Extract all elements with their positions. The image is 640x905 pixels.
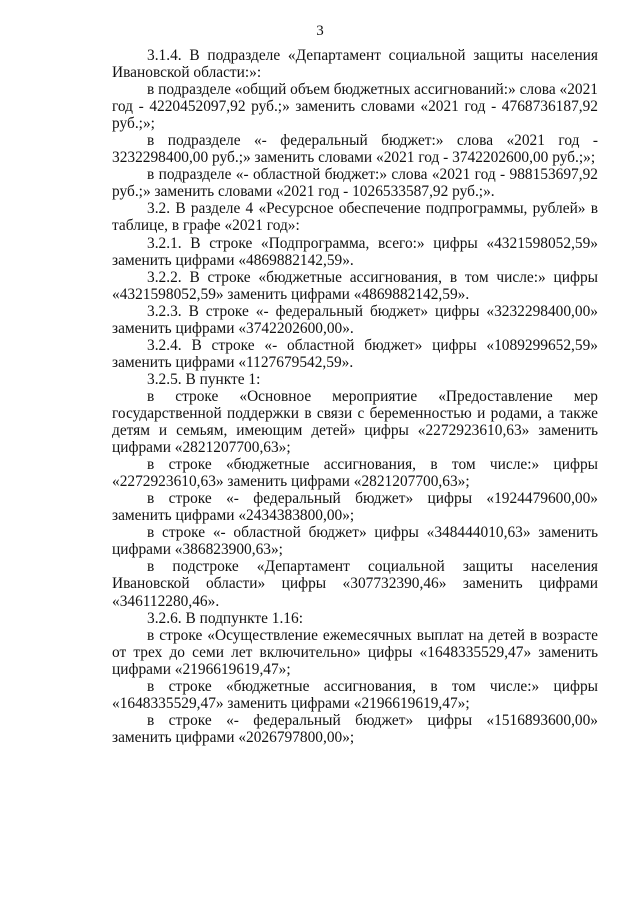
paragraph-3-2-2: 3.2.2. В строке «бюджетные ассигнования, в том числе:» цифры «4321598052,59» заменить цифрами «4869882142,59». (112, 268, 598, 303)
page-number: 3 (316, 23, 324, 39)
paragraph-federal-budget-row: в строке «- федеральный бюджет» цифры «1924479600,00» заменить цифрами «2434383800,00»; (112, 490, 598, 525)
paragraph-3-2-4: 3.2.4. В строке «- областной бюджет» цифры «1089299652,59» заменить цифрами «1127679542,59». (112, 336, 598, 371)
paragraph-3-1-4: 3.1.4. В подразделе «Департамент социальной защиты населения Ивановской области:»: (112, 47, 598, 82)
paragraph-federal-budget-row-2: в строке «- федеральный бюджет» цифры «1516893600,00» заменить цифрами «2026797800,00»; (112, 711, 598, 746)
paragraph-3-2-5: 3.2.5. В пункте 1: (147, 370, 261, 388)
paragraph-3-2-1: 3.2.1. В строке «Подпрограмма, всего:» цифры «4321598052,59» заменить цифрами «4869882142,59». (112, 234, 598, 269)
paragraph-budget-allocations-2: в строке «бюджетные ассигнования, в том числе:» цифры «1648335529,47» заменить цифрами «2196619619,47»; (112, 677, 598, 712)
paragraph-3-2: 3.2. В разделе 4 «Ресурсное обеспечение подпрограммы, рублей» в таблице, в графе «2021 год»: (112, 200, 598, 235)
paragraph-regional-budget: в подразделе «- областной бюджет:» слова «2021 год - 988153697,92 руб.;» заменить словами «2021 год - 1026533587,92 руб.;». (112, 166, 598, 201)
paragraph-3-2-6: 3.2.6. В подпункте 1.16: (147, 609, 303, 627)
paragraph-3-2-3: 3.2.3. В строке «- федеральный бюджет» цифры «3232298400,00» заменить цифрами «3742202600,00». (112, 302, 598, 337)
document-body (112, 47, 598, 746)
paragraph-monthly-payments: в строке «Осуществление ежемесячных выплат на детей в возрасте от трех до семи лет включительно» цифры «1648335529,47» заменить цифрами «2196619619,47»; (112, 626, 598, 678)
paragraph-main-activity: в строке «Основное мероприятие «Предоставление мер государственной поддержки в связи с беременностью и родами, а также детям и семьям, имеющим детей» цифры «2272923610,63» заменить цифрами «2821207700,63»; (112, 387, 598, 457)
paragraph-federal-budget: в подразделе «- федеральный бюджет:» слова «2021 год - 3232298400,00 руб.;» заменить словами «2021 год - 3742202600,00 руб.;»; (112, 132, 598, 167)
paragraph-budget-allocations: в строке «бюджетные ассигнования, в том числе:» цифры «2272923610,63» заменить цифрами «2821207700,63»; (112, 456, 598, 491)
paragraph-total-allocations: в подразделе «общий объем бюджетных ассигнований:» слова «2021 год - 4220452097,92 руб.;» заменить словами «2021 год - 4768736187,92 руб.;»; (112, 81, 599, 133)
paragraph-department-subrow: в подстроке «Департамент социальной защиты населения Ивановской области» цифры «307732390,46» заменить цифрами «346112280,46». (112, 558, 598, 610)
paragraph-regional-budget-row: в строке «- областной бюджет» цифры «348444010,63» заменить цифрами «386823900,63»; (112, 524, 598, 559)
